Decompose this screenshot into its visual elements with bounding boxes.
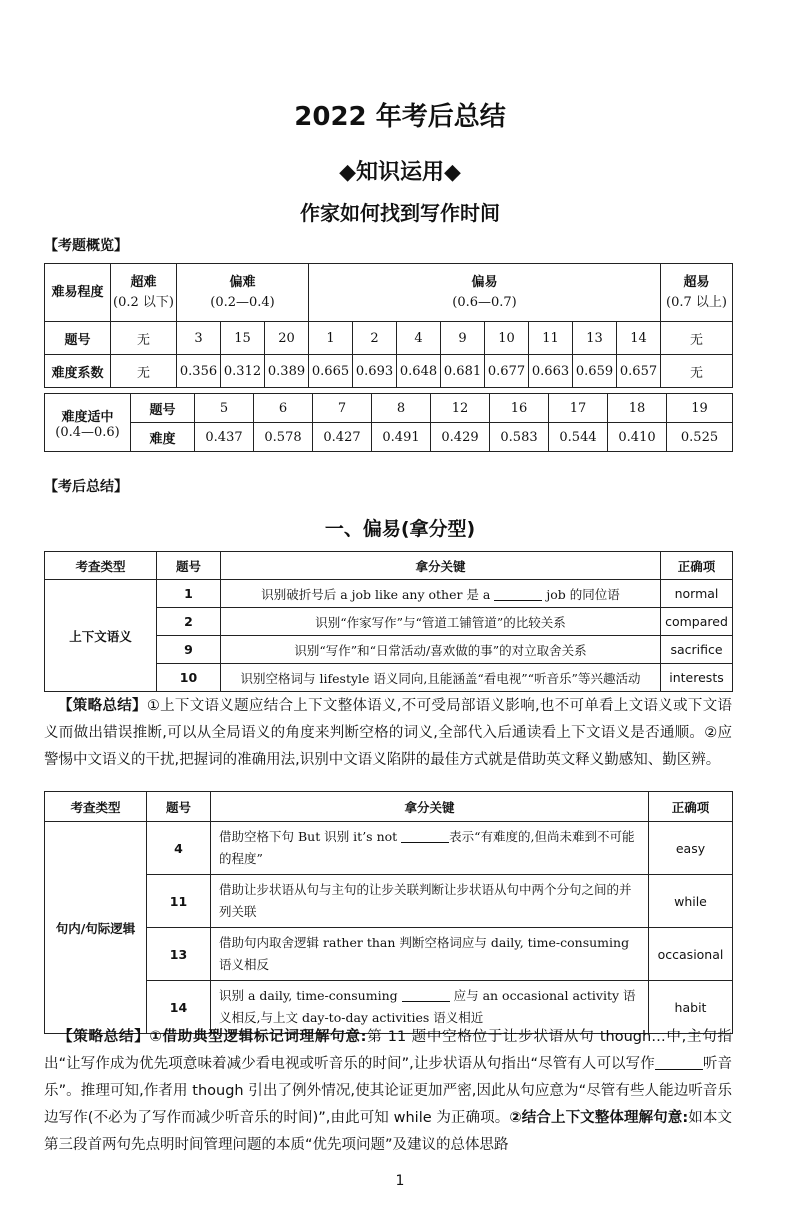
question-number: 13 <box>147 928 211 981</box>
table-cell: 19 <box>667 394 733 423</box>
table-cell: 3 <box>177 322 221 355</box>
category-hard: 偏难 (0.2—0.4) <box>177 264 309 322</box>
category-very-easy: 超易 (0.7 以上) <box>661 264 733 322</box>
table-cell: 0.663 <box>529 355 573 388</box>
column-header: 题号 <box>147 792 211 822</box>
number-row-label: 题号 <box>131 394 195 423</box>
table-cell: 17 <box>549 394 608 423</box>
question-number: 4 <box>147 822 211 875</box>
key-cell: 识别 a daily, time-consuming 应与 an occasional activity 语义相反,与上文 day-to-day activities 语义相近 <box>211 981 649 1034</box>
question-number: 1 <box>157 580 221 608</box>
table-cell: 4 <box>397 322 441 355</box>
answer-cell: occasional <box>649 928 733 981</box>
question-number: 14 <box>147 981 211 1034</box>
table-cell: 0.681 <box>441 355 485 388</box>
subheading: 一、偏易(拿分型) <box>324 518 476 540</box>
difficulty-row-label: 难易程度 <box>45 264 111 322</box>
overview-table <box>44 263 733 388</box>
table-cell: 12 <box>431 394 490 423</box>
answer-cell: while <box>649 875 733 928</box>
answer-cell: compared <box>661 608 733 636</box>
table-cell: 2 <box>353 322 397 355</box>
category-easy: 偏易 (0.6—0.7) <box>309 264 661 322</box>
answer-cell: normal <box>661 580 733 608</box>
table-cell: 0.356 <box>177 355 221 388</box>
table-cell: 16 <box>490 394 549 423</box>
table-cell: 0.491 <box>372 423 431 452</box>
table-cell: 1 <box>309 322 353 355</box>
table-cell: 15 <box>221 322 265 355</box>
article-title: 作家如何找到写作时间 <box>300 201 500 225</box>
column-header: 拿分关键 <box>221 552 661 580</box>
table-cell: 0.659 <box>573 355 617 388</box>
question-type: 句内/句际逻辑 <box>45 822 147 1034</box>
table-cell: 0.583 <box>490 423 549 452</box>
table-cell: 13 <box>573 322 617 355</box>
table-cell: 0.677 <box>485 355 529 388</box>
column-header: 题号 <box>157 552 221 580</box>
page-title: 2022 年考后总结 <box>294 102 506 132</box>
column-header: 正确项 <box>649 792 733 822</box>
category-very-hard: 超难 (0.2 以下) <box>111 264 177 322</box>
table-cell: 0.410 <box>608 423 667 452</box>
question-number: 10 <box>157 664 221 692</box>
table-cell: 0.544 <box>549 423 608 452</box>
table-cell: 14 <box>617 322 661 355</box>
key-cell: 借助句内取舍逻辑 rather than 判断空格词应与 daily, time-consuming 语义相反 <box>211 928 649 981</box>
answer-cell: easy <box>649 822 733 875</box>
table-cell: 6 <box>254 394 313 423</box>
table-cell: 0.665 <box>309 355 353 388</box>
table-cell: 无 <box>111 355 177 388</box>
summary-label: 【考后总结】 <box>44 479 128 495</box>
table-cell: 0.693 <box>353 355 397 388</box>
question-number: 11 <box>147 875 211 928</box>
overview-label: 【考题概览】 <box>44 238 128 254</box>
strategy-summary-2: 【策略总结】①借助典型逻辑标记词理解句意:第 11 题中空格位于让步状语从句 though…中,主句指出“让写作成为优先项意味着减少看电视或听音乐的时间”,让步状语从句指出“尽管有人可以写作 听音乐”。推理可知,作者用 though 引出了例外情况,使其论证更加严密,因此从句应意为“尽管有些人能边听音乐边写作(不必为了写作而减少听音乐的时间)”,由此可知 while 为正确项。②结合上下文整体理解句意:如本文第三段首两句先点明时间管理问题的本质“优先项问题”及建议的总体思路 <box>44 1029 733 1153</box>
medium-label: 难度适中 (0.4—0.6) <box>45 394 131 452</box>
question-type: 上下文语义 <box>45 580 157 692</box>
key-cell: 识别“作家写作”与“管道工铺管道”的比较关系 <box>221 608 661 636</box>
table-cell: 0.648 <box>397 355 441 388</box>
logic-table <box>44 791 733 1034</box>
key-cell: 识别空格词与 lifestyle 语义同向,且能涵盖“看电视”“听音乐”等兴趣活动 <box>221 664 661 692</box>
answer-cell: sacrifice <box>661 636 733 664</box>
key-cell: 借助空格下句 But 识别 it’s not 表示“有难度的,但尚未难到不可能的程度” <box>211 822 649 875</box>
medium-difficulty-table <box>44 393 733 452</box>
table-cell: 9 <box>441 322 485 355</box>
answer-cell: habit <box>649 981 733 1034</box>
column-header: 正确项 <box>661 552 733 580</box>
section-heading: ◆知识运用◆ <box>339 160 461 185</box>
answer-cell: interests <box>661 664 733 692</box>
key-cell: 借助让步状语从句与主句的让步关联判断让步状语从句中两个分句之间的并列关联 <box>211 875 649 928</box>
table-cell: 7 <box>313 394 372 423</box>
table-cell: 0.578 <box>254 423 313 452</box>
table-cell: 无 <box>661 322 733 355</box>
table-cell: 0.525 <box>667 423 733 452</box>
question-number: 2 <box>157 608 221 636</box>
table-cell: 0.389 <box>265 355 309 388</box>
table-cell: 无 <box>661 355 733 388</box>
table-cell: 0.427 <box>313 423 372 452</box>
coef-row-label: 难度系数 <box>45 355 111 388</box>
column-header: 拿分关键 <box>211 792 649 822</box>
number-row-label: 题号 <box>45 322 111 355</box>
key-cell: 识别破折号后 a job like any other 是 a job 的同位语 <box>221 580 661 608</box>
table-cell: 0.312 <box>221 355 265 388</box>
table-cell: 0.437 <box>195 423 254 452</box>
table-cell: 8 <box>372 394 431 423</box>
strategy-summary-1: 【策略总结】①上下文语义题应结合上下文整体语义,不可受局部语义影响,也不可单看上文语义或下文语义而做出错误推断,可以从全局语义的角度来判断空格的词义,全部代入后通读看上下文语义是否通顺。②应警惕中文语义的干扰,把握词的准确用法,识别中文语义陷阱的最佳方式就是借助英文释义勤感知、勤区辨。 <box>44 698 733 768</box>
table-cell: 20 <box>265 322 309 355</box>
key-cell: 识别“写作”和“日常活动/喜欢做的事”的对立取舍关系 <box>221 636 661 664</box>
table-cell: 5 <box>195 394 254 423</box>
table-cell: 18 <box>608 394 667 423</box>
table-cell: 0.657 <box>617 355 661 388</box>
table-cell: 0.429 <box>431 423 490 452</box>
table-cell: 无 <box>111 322 177 355</box>
page-number: 1 <box>395 1173 405 1189</box>
difficulty-row-label: 难度 <box>131 423 195 452</box>
column-header: 考查类型 <box>45 792 147 822</box>
question-number: 9 <box>157 636 221 664</box>
context-table <box>44 551 733 692</box>
table-cell: 10 <box>485 322 529 355</box>
table-cell: 11 <box>529 322 573 355</box>
column-header: 考查类型 <box>45 552 157 580</box>
